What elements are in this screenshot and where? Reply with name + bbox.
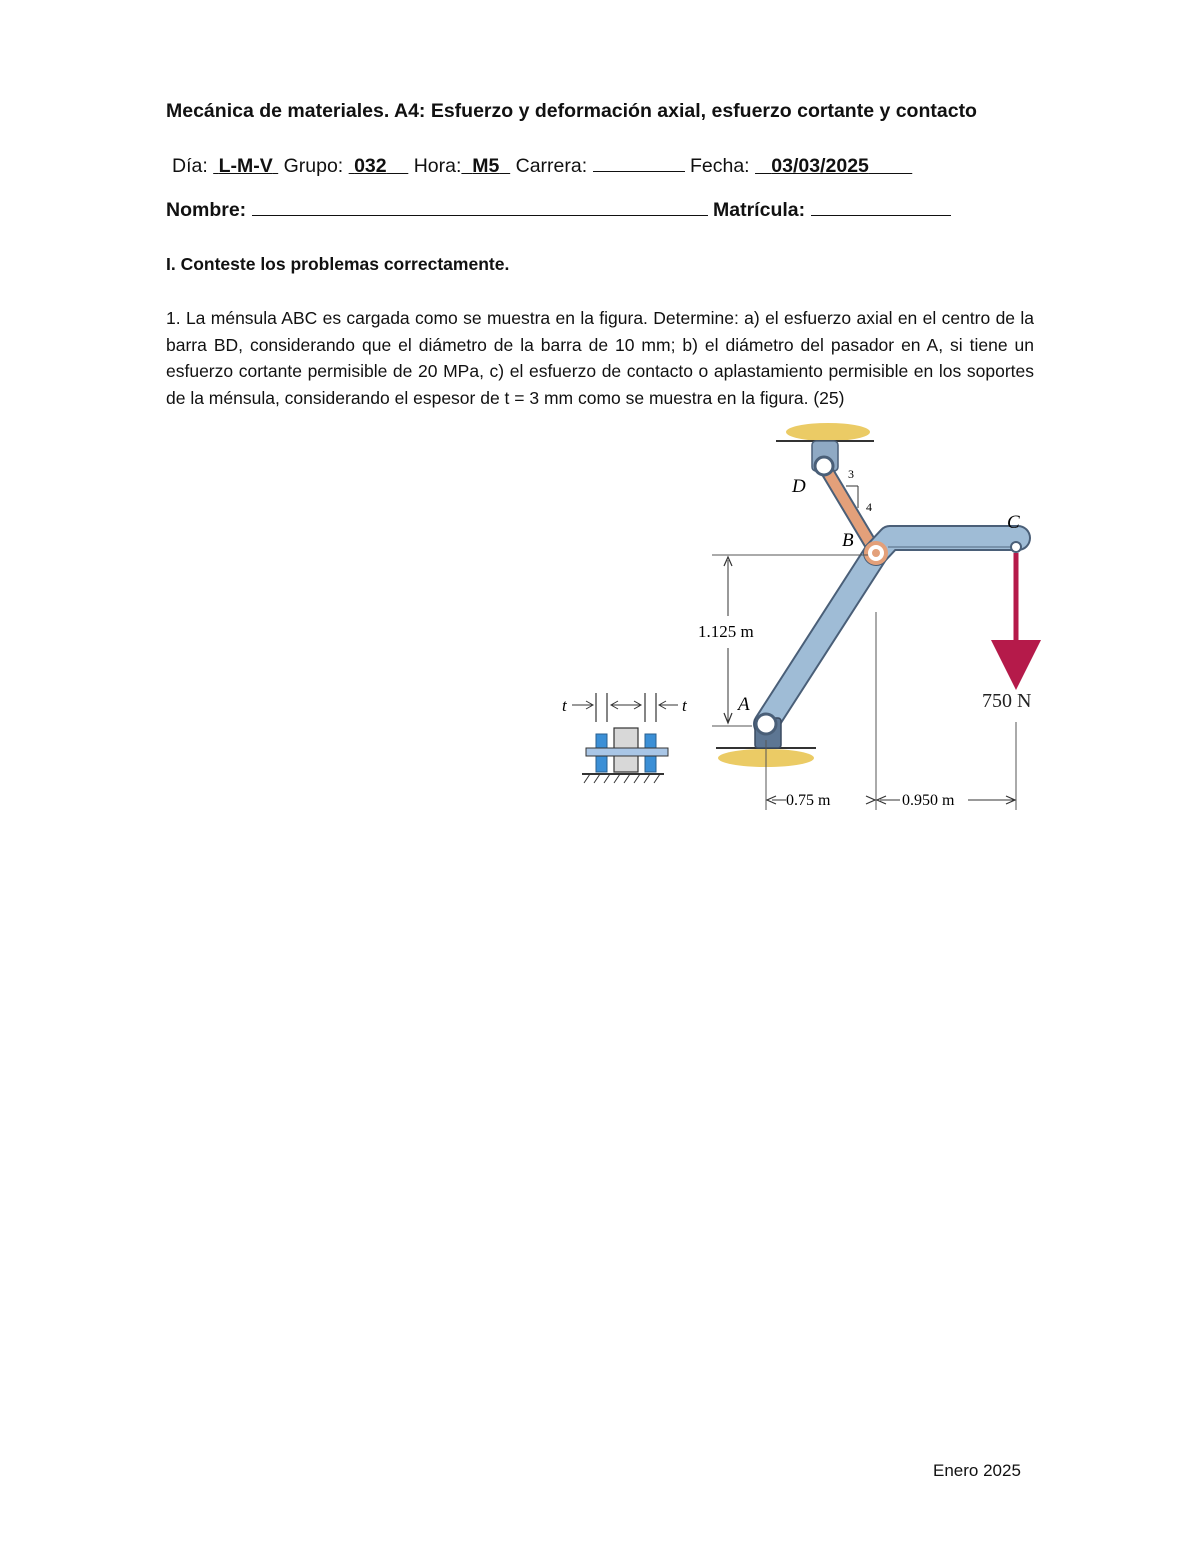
nombre-label: Nombre: <box>166 199 247 221</box>
carrera-field[interactable] <box>593 153 685 172</box>
support-detail <box>562 693 688 783</box>
slope-rise-label: 4 <box>866 500 872 514</box>
page-title: Mecánica de materiales. A4: Esfuerzo y deformación axial, esfuerzo cortante y contacto <box>166 100 977 122</box>
dim-height-label: 1.125 m <box>698 622 754 641</box>
grupo-label: Grupo: <box>283 155 344 177</box>
matricula-label: Matrícula: <box>713 199 806 221</box>
pin-a <box>756 714 776 734</box>
carrera-label: Carrera: <box>515 155 588 177</box>
label-d: D <box>792 476 806 497</box>
dia-label: Día: <box>172 155 208 177</box>
nombre-field[interactable] <box>252 197 708 216</box>
problem-1 <box>166 305 1034 411</box>
pin-d <box>815 457 833 475</box>
thickness-label-right: t <box>682 696 687 715</box>
fecha-label: Fecha: <box>689 155 750 177</box>
fecha-value: 03/03/2025 <box>771 155 869 177</box>
dia-value: L-M-V <box>218 155 273 177</box>
footer-date: Enero 2025 <box>933 1461 1021 1480</box>
slope-run-label: 3 <box>848 467 854 481</box>
matricula-field[interactable] <box>811 197 951 216</box>
problem-text: La ménsula ABC es cargada como se muestra en la figura. Determine: a) el esfuerzo axial en el centro de la barra BD, considerando que el diámetro de la barra de 10 mm; b) el diámetro del pasador en A, si tiene un esfuerzo cortante permisible de 20 MPa, c) el esfuerzo de contacto o aplastamiento permisible en los soportes de la ménsula, considerando el espesor de t = 3 mm como se muestra en la figura. (25) <box>166 308 1034 408</box>
grupo-value: 032 <box>354 155 387 177</box>
header-info-row <box>172 153 912 178</box>
label-c: C <box>1007 512 1020 533</box>
bracket-figure <box>550 415 1060 815</box>
hora-value: M5 <box>472 155 500 177</box>
problem-number: 1. <box>166 308 181 328</box>
label-a: A <box>738 694 750 715</box>
hora-label: Hora: <box>413 155 462 177</box>
load-label: 750 N <box>982 690 1032 712</box>
thickness-label-left: t <box>562 696 567 715</box>
member-ab <box>766 553 876 724</box>
dim-left-label: 0.75 m <box>786 792 831 809</box>
pin-c <box>1011 542 1021 552</box>
dim-right-label: 0.950 m <box>902 792 955 809</box>
student-info-row <box>166 197 951 222</box>
label-b: B <box>842 530 854 551</box>
section-heading: I. Conteste los problemas correctamente. <box>166 254 510 274</box>
